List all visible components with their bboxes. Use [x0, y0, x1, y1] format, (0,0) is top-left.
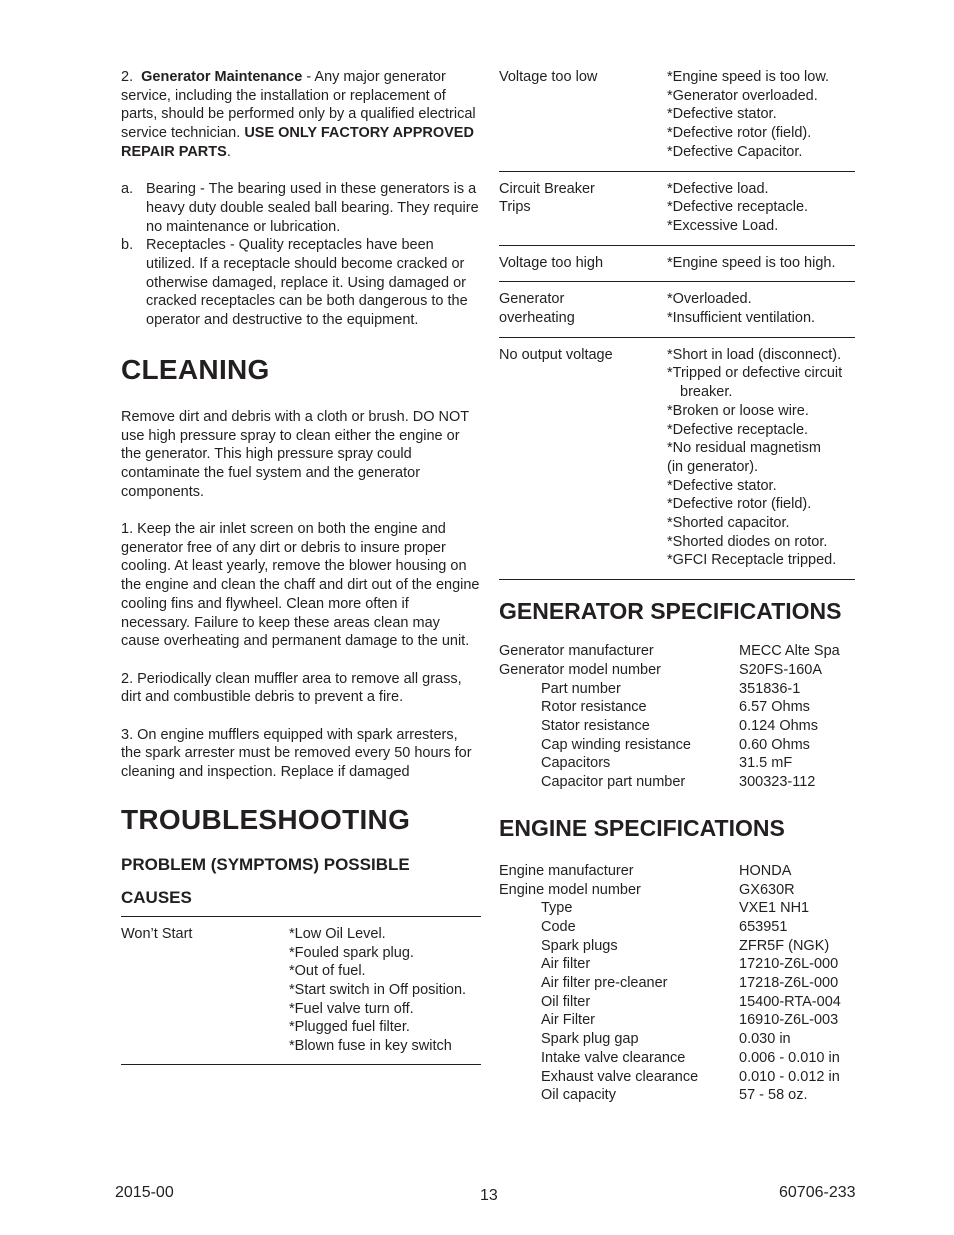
spec-row: Spark plug gap 0.030 in	[541, 1031, 791, 1048]
spec-row: Air filter 17210-Z6L-000	[541, 956, 839, 973]
trouble-row-no-output: No output voltage *Short in load (disconnect). *Tripped or defective circuit breaker. *Broken or loose wire. *Defective receptacle. *No residual magnetism (in generator). *Defective stator. *Defective rotor (field). *Shorted capacitor. *Shorted diodes on rotor. *GFCI Receptacle tripped.	[499, 346, 843, 569]
spec-row: Spark plugs ZFR5F (NGK)	[541, 937, 830, 954]
spec-row: Capacitors 31.5 mF	[541, 755, 793, 772]
spec-row: Rotor resistance 6.57 Ohms	[541, 699, 810, 716]
list-item-bearing: a. Bearing - The bearing used in these generators is a heavy duty double sealed ball bearing. They require no maintenance or lubrication.	[121, 181, 479, 235]
divider	[499, 337, 855, 338]
spec-row: Capacitor part number 300323-112	[541, 774, 816, 791]
trouble-row-overheating: Generator overheating *Overloaded. *Insufficient ventilation.	[499, 291, 816, 327]
spec-row: Cap winding resistance 0.60 Ohms	[541, 736, 810, 753]
spec-row: Air Filter 16910-Z6L-003	[541, 1012, 839, 1029]
troubleshooting-heading: TROUBLESHOOTING	[121, 803, 411, 835]
engine-specs-table	[499, 862, 869, 1105]
engine-specs-heading: ENGINE SPECIFICATIONS	[499, 814, 785, 841]
trouble-row-circuit-breaker: Circuit Breaker Trips *Defective load. *Defective receptacle. *Excessive Load.	[499, 180, 809, 234]
trouble-row-wont-start: Won’t Start *Low Oil Level. *Fouled spark plug. *Out of fuel. *Start switch in Off position. *Fuel valve turn off. *Plugged fuel filter. *Blown fuse in key switch	[121, 925, 467, 1055]
cleaning-step-1: 1. Keep the air inlet screen on both the engine and generator free of any dirt or debris to insure proper cooling. At least yearly, remove the blower housing on the engine and clean the chaff and dirt out of the engine cooling fins and flywheel. Clean more often if necessary. Failure to keep these areas clean may cause overheating and permanent damage to the unit.	[121, 521, 480, 650]
spec-row: Oil filter 15400-RTA-004	[541, 993, 841, 1010]
page-number: 13	[480, 1187, 498, 1204]
troubleshooting-table	[499, 68, 855, 580]
spec-row: Generator model number S20FS-160A	[499, 661, 823, 678]
spec-row: Exhaust valve clearance 0.010 - 0.012 in	[541, 1068, 840, 1085]
divider	[499, 245, 855, 246]
divider	[121, 1064, 481, 1065]
divider	[499, 281, 855, 282]
trouble-row-voltage-too-high: Voltage too high *Engine speed is too high.	[499, 254, 836, 271]
generator-specs-heading: GENERATOR SPECIFICATIONS	[499, 598, 842, 625]
cleaning-step-2: 2. Periodically clean muffler area to remove all grass, dirt and combustible debris to prevent a fire.	[121, 670, 462, 706]
spec-row: Stator resistance 0.124 Ohms	[541, 717, 818, 734]
spec-row: Oil capacity 57 - 58 oz.	[541, 1087, 808, 1104]
spec-row: Type VXE1 NH1	[541, 900, 810, 917]
generator-maintenance-lead: Generator Maintenance	[141, 69, 303, 85]
left-column	[121, 68, 481, 1065]
generator-specs-table	[499, 642, 869, 792]
footer-doc-number: 60706-233	[779, 1184, 856, 1201]
cleaning-step-3: 3. On engine mufflers equipped with spark arresters, the spark arrester must be removed every 50 hours for cleaning and inspection. Replace if damaged	[121, 726, 472, 781]
problem-heading-line-1: PROBLEM (SYMPTOMS) POSSIBLE	[121, 854, 410, 874]
divider	[499, 171, 855, 172]
footer-date: 2015-00	[115, 1184, 174, 1201]
spec-row: Engine manufacturer HONDA	[499, 862, 792, 879]
spec-row: Air filter pre-cleaner 17218-Z6L-000	[541, 975, 839, 992]
trouble-row-voltage-too-low: Voltage too low *Engine speed is too low. *Generator overloaded. *Defective stator. *Defective rotor (field). *Defective Capacitor.	[499, 69, 830, 160]
cleaning-heading: CLEANING	[121, 353, 270, 385]
problem-heading-line-2: CAUSES	[121, 887, 192, 907]
cleaning-intro: Remove dirt and debris with a cloth or brush. DO NOT use high pressure spray to clean either the engine or the generator. This high pressure spray could contaminate the fuel system and the generator components.	[121, 408, 469, 500]
spec-row: Generator manufacturer MECC Alte Spa	[499, 643, 840, 660]
right-column	[499, 68, 869, 1105]
generator-maintenance-paragraph: 2. Generator Maintenance - Any major generator service, including the installation or replacement of parts, should be performed only by a qualified electrical service technician. USE ONLY FACTORY APPROVED REPAIR PARTS.	[121, 69, 476, 160]
factory-parts-warning: USE ONLY FACTORY APPROVED REPAIR PARTS	[121, 125, 474, 160]
spec-row: Code 653951	[541, 918, 788, 935]
spec-row: Engine model number GX630R	[499, 881, 795, 898]
spec-row: Intake valve clearance 0.006 - 0.010 in	[541, 1049, 840, 1066]
list-item-receptacles: b. Receptacles - Quality receptacles have been utilized. If a receptacle should become cracked or otherwise damaged, replace it. Using damaged or cracked receptacles can be both dangerous to the operator and destructive to the equipment.	[121, 237, 468, 329]
wont-start-causes: *Low Oil Level. *Fouled spark plug. *Out of fuel. *Start switch in Off position. *Fuel valve turn off. *Plugged fuel filter. *Blown fuse in key switch	[289, 925, 467, 1055]
spec-row: Part number 351836-1	[541, 680, 801, 697]
